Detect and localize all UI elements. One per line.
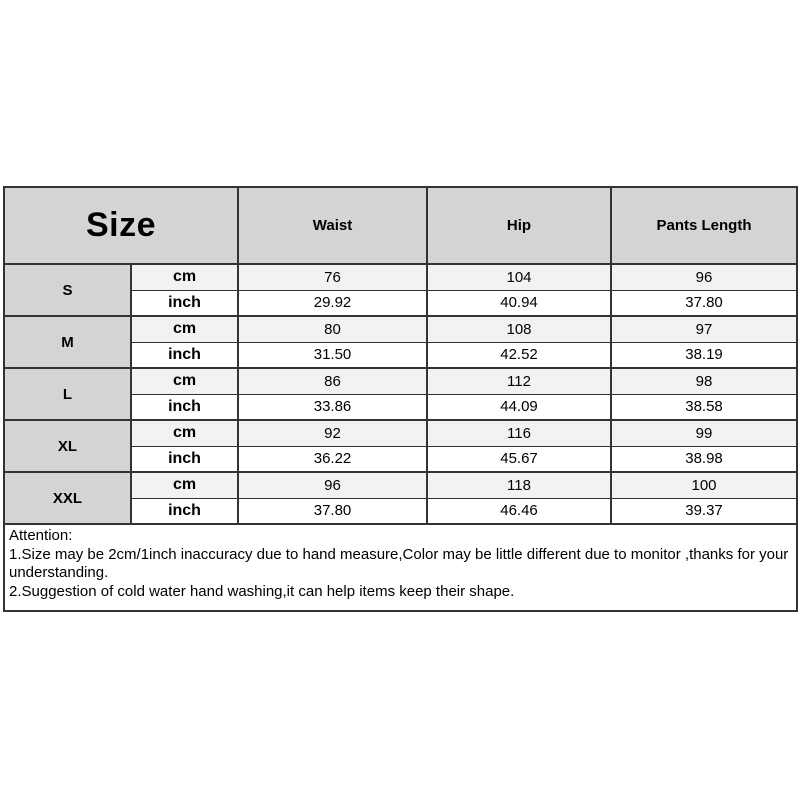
waist-cm-value: 80 — [238, 316, 427, 342]
hip-inch-value: 40.94 — [427, 290, 611, 316]
unit-label-inch: inch — [131, 394, 238, 420]
pants-length-inch-value: 38.98 — [611, 446, 797, 472]
size-chart-table — [3, 186, 798, 612]
table-row-s-cm — [4, 264, 797, 290]
pants-length-cm-value: 98 — [611, 368, 797, 394]
pants-length-cm-value: 99 — [611, 420, 797, 446]
pants-length-cm-value: 97 — [611, 316, 797, 342]
column-header-waist: Waist — [238, 187, 427, 264]
waist-inch-value: 36.22 — [238, 446, 427, 472]
waist-inch-value: 31.50 — [238, 342, 427, 368]
pants-length-cm-value: 100 — [611, 472, 797, 498]
column-header-pants-length: Pants Length — [611, 187, 797, 264]
pants-length-inch-value: 38.58 — [611, 394, 797, 420]
hip-cm-value: 112 — [427, 368, 611, 394]
table-row-xl-cm — [4, 420, 797, 446]
hip-cm-value: 108 — [427, 316, 611, 342]
table-row-xxl-cm — [4, 472, 797, 498]
waist-inch-value: 37.80 — [238, 498, 427, 524]
attention-title: Attention: — [9, 527, 73, 544]
attention-section — [4, 524, 797, 611]
hip-cm-value: 104 — [427, 264, 611, 290]
hip-inch-value: 45.67 — [427, 446, 611, 472]
size-label-s: S — [4, 264, 131, 316]
hip-cm-value: 116 — [427, 420, 611, 446]
unit-label-inch: inch — [131, 342, 238, 368]
waist-cm-value: 96 — [238, 472, 427, 498]
size-label-l: L — [4, 368, 131, 420]
waist-cm-value: 92 — [238, 420, 427, 446]
hip-inch-value: 42.52 — [427, 342, 611, 368]
waist-inch-value: 29.92 — [238, 290, 427, 316]
size-label-xl: XL — [4, 420, 131, 472]
table-header-row — [4, 187, 797, 264]
waist-cm-value: 86 — [238, 368, 427, 394]
size-label-xxl: XXL — [4, 472, 131, 524]
size-header: Size — [4, 187, 238, 264]
waist-cm-value: 76 — [238, 264, 427, 290]
attention-line-2: 2.Suggestion of cold water hand washing,it can help items keep their shape. — [9, 582, 515, 600]
hip-inch-value: 44.09 — [427, 394, 611, 420]
unit-label-cm: cm — [131, 420, 238, 446]
unit-label-cm: cm — [131, 472, 238, 498]
attention-note — [4, 524, 797, 611]
unit-label-inch: inch — [131, 498, 238, 524]
waist-inch-value: 33.86 — [238, 394, 427, 420]
pants-length-inch-value: 37.80 — [611, 290, 797, 316]
table-row-l-cm — [4, 368, 797, 394]
hip-cm-value: 118 — [427, 472, 611, 498]
pants-length-inch-value: 38.19 — [611, 342, 797, 368]
column-header-hip: Hip — [427, 187, 611, 264]
unit-label-inch: inch — [131, 290, 238, 316]
pants-length-inch-value: 39.37 — [611, 498, 797, 524]
size-label-m: M — [4, 316, 131, 368]
unit-label-cm: cm — [131, 264, 238, 290]
unit-label-cm: cm — [131, 368, 238, 394]
pants-length-cm-value: 96 — [611, 264, 797, 290]
attention-line-1: 1.Size may be 2cm/1inch inaccuracy due to hand measure,Color may be little different due to monitor ,thanks for your understanding. — [9, 545, 789, 581]
hip-inch-value: 46.46 — [427, 498, 611, 524]
table-row-m-cm — [4, 316, 797, 342]
unit-label-cm: cm — [131, 316, 238, 342]
unit-label-inch: inch — [131, 446, 238, 472]
